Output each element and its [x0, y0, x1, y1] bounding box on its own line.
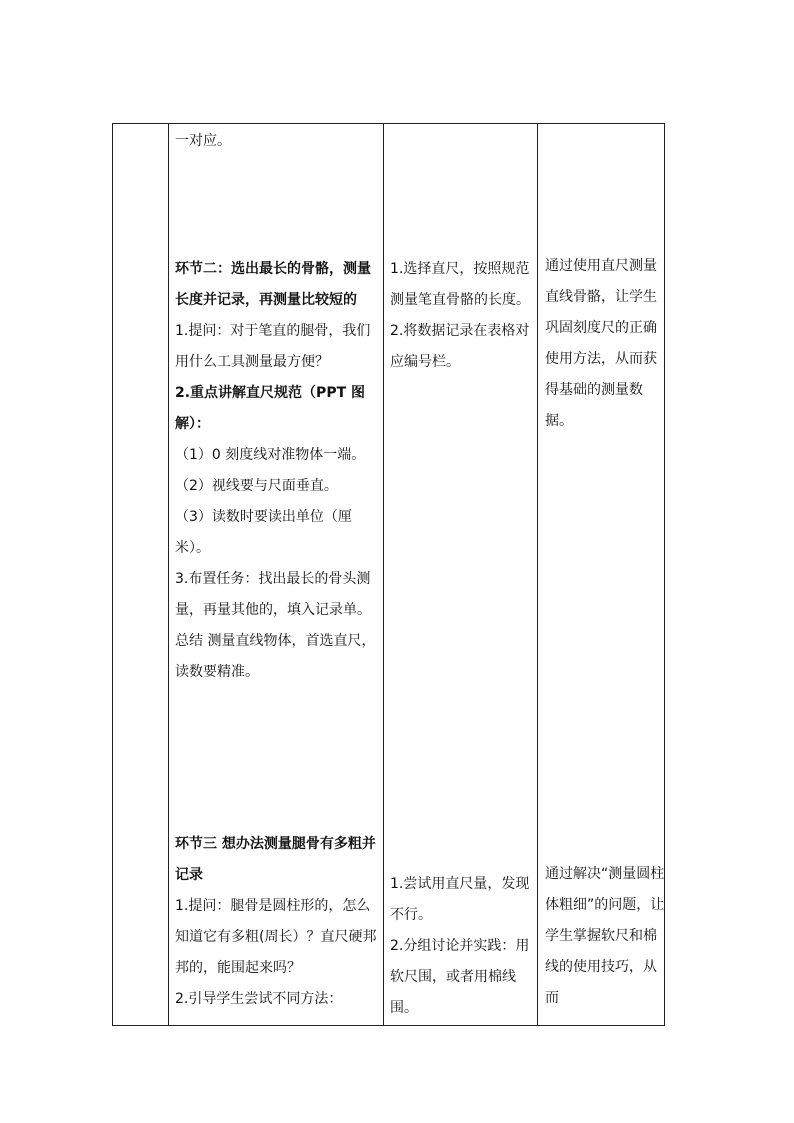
- lesson-plan-table: [112, 123, 665, 1026]
- student-activity-section-2: [384, 254, 540, 378]
- student-line: 1.选择直尺，按照规范测量笔直骨骼的长度。: [390, 261, 530, 308]
- teacher-activity-continued: 一对应。: [175, 133, 231, 149]
- design-intent-section-2: 通过使用直尺测量直线骨骼，让学生巩固刻度尺的正确使用方法，从而获得基础的测量数据。: [545, 258, 657, 429]
- student-line: 2.将数据记录在表格对应编号栏。: [390, 323, 530, 370]
- section-2-line: 2.重点讲解直尺规范（PPT 图解）：: [175, 385, 366, 432]
- section-2-line: （1）0 刻度线对准物体一端。: [175, 447, 366, 463]
- teacher-activity-section-3: [169, 829, 383, 1015]
- teacher-activity-section-2: [169, 254, 383, 688]
- section-3-line: 2.引导学生尝试不同方法：: [175, 991, 343, 1007]
- section-2-line: 1.提问：对于笔直的腿骨，我们用什么工具测量最方便？: [175, 323, 371, 370]
- section-3-line: 1.提问：腿骨是圆柱形的，怎么知道它有多粗(周长）？直尺硬邦邦的，能围起来吗？: [175, 898, 377, 976]
- section-2-line: （2）视线要与尺面垂直。: [175, 478, 338, 494]
- student-line: 2.分组讨论并实践：用软尺围，或者用棉线围。: [390, 938, 530, 1016]
- student-line: 1.尝试用直尺量，发现不行。: [390, 876, 530, 923]
- section-2-line: 3.布置任务：找出最长的骨头测量，再量其他的，填入记录单。: [175, 571, 371, 618]
- student-activity-section-3: [384, 869, 540, 1024]
- section-2-line: （3）读数时要读出单位（厘米）。: [175, 509, 352, 556]
- section-2-title: 环节二：选出最长的骨骼，测量长度并记录，再测量比较短的: [175, 261, 371, 308]
- section-2-summary: 总结 测量直线物体，首选直尺，读数要精准。: [175, 633, 376, 680]
- design-intent-section-3: 通过解决“测量圆柱体粗细”的问题，让学生掌握软尺和棉线的使用技巧，从而: [545, 866, 665, 1006]
- section-3-title: 环节三 想办法测量腿骨有多粗并记录: [175, 836, 376, 883]
